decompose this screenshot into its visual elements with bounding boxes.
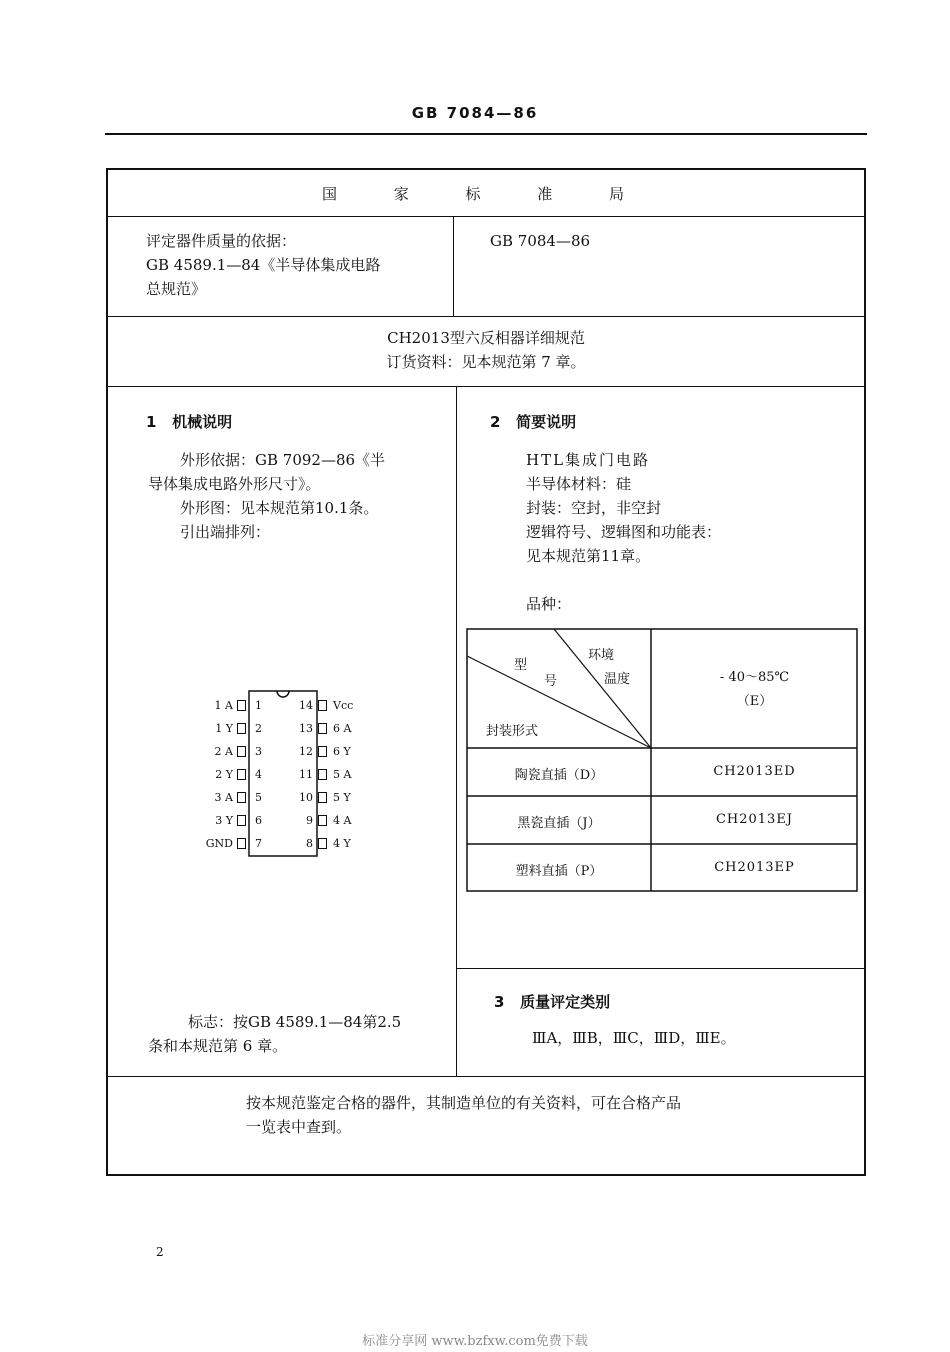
section-1-line: 外形依据：GB 7092—86《半: [180, 451, 386, 469]
footer-note-line: 一览表中查到。: [246, 1118, 352, 1136]
pin-name: 4 A: [333, 814, 352, 827]
section-1-line: 导体集成电路外形尺寸》。: [148, 475, 321, 493]
section-2-line: 半导体材料：硅: [526, 475, 632, 493]
pin: [318, 838, 327, 849]
temp-range: - 40～85℃: [719, 670, 790, 685]
pin-name: 6 Y: [333, 745, 351, 758]
section-2-line: 封装：空封，非空封: [526, 499, 662, 517]
header-rule: [105, 133, 867, 135]
divider: [106, 216, 866, 217]
pin: [318, 815, 327, 826]
pin: [237, 723, 246, 734]
diag-label-type: 型: [514, 658, 528, 673]
divider: [106, 1076, 866, 1077]
diag-label-temp: 温度: [604, 672, 631, 687]
marking-text: [148, 1010, 448, 1058]
pin: [318, 723, 327, 734]
pin: [237, 746, 246, 757]
pin-number: 12: [299, 745, 313, 758]
diag-label-env: 环境: [588, 648, 615, 663]
marking-line: 条和本规范第 6 章。: [148, 1037, 288, 1055]
pin-name: 1 A: [214, 699, 233, 712]
pin-name: 2 Y: [215, 768, 233, 781]
pin-number: 6: [255, 814, 262, 827]
marking-line: 标志：按GB 4589.1—84第2.5: [188, 1013, 402, 1031]
package-cell: 陶瓷直插（D）: [514, 768, 604, 783]
pin: [237, 700, 246, 711]
pin: [318, 746, 327, 757]
footer-note: [246, 1091, 806, 1139]
pin-name: Vcc: [333, 699, 354, 712]
pin-number: 8: [306, 837, 313, 850]
pin-name: 5 Y: [333, 791, 351, 804]
diag-label-type: 号: [544, 674, 558, 689]
section-2-text: [526, 448, 846, 568]
section-1-heading: 1 机械说明: [146, 413, 233, 431]
column-divider: [456, 386, 457, 1076]
divider: [456, 968, 866, 969]
pin-name: GND: [205, 837, 233, 850]
page-number: 2: [156, 1245, 164, 1259]
pin-name: 4 Y: [333, 837, 351, 850]
pin: [237, 838, 246, 849]
pin-number: 14: [299, 699, 313, 712]
pin: [318, 700, 327, 711]
bureau-title: 国 家 标 准 局: [321, 185, 651, 203]
section-2-line: 逻辑符号、逻辑图和功能表：: [526, 523, 722, 541]
section-2-heading: 2 简要说明: [490, 413, 577, 431]
diag-label-package: 封装形式: [486, 724, 539, 739]
pin-name: 5 A: [333, 768, 352, 781]
spec-title: [108, 326, 864, 374]
quality-classes: ⅢA，ⅢB，ⅢC，ⅢD，ⅢE。: [532, 1029, 736, 1047]
basis-code: GB 7084—86: [490, 232, 591, 250]
pin-name: 3 Y: [215, 814, 233, 827]
pinout-diagram: [195, 690, 375, 860]
pin-number: 3: [255, 745, 262, 758]
pin: [318, 769, 327, 780]
pin-number: 13: [299, 722, 313, 735]
model-cell: CH2013ED: [713, 764, 796, 779]
pin-name: 3 A: [214, 791, 233, 804]
standard-code-header: GB 7084—86: [411, 104, 539, 122]
pin-number: 7: [255, 837, 262, 850]
section-1-line: 外形图：见本规范第10.1条。: [180, 499, 379, 517]
divider: [106, 386, 866, 387]
watermark: 标准分享网 www.bzfxw.com免费下载: [362, 1334, 588, 1349]
divider: [453, 216, 454, 316]
pin-number: 10: [299, 791, 313, 804]
pin-number: 2: [255, 722, 262, 735]
section-1-line: 引出端排列：: [180, 523, 271, 541]
footer-note-line: 按本规范鉴定合格的器件，其制造单位的有关资料，可在合格产品: [246, 1094, 682, 1112]
basis-line: 总规范》: [146, 280, 207, 298]
spec-title-line: CH2013型六反相器详细规范: [387, 329, 585, 347]
model-cell: CH2013EJ: [715, 812, 794, 827]
pin-number: 5: [255, 791, 262, 804]
section-1-text: [148, 448, 448, 544]
pin-number: 11: [299, 768, 313, 781]
pin-name: 2 A: [214, 745, 233, 758]
pin: [237, 792, 246, 803]
basis-line: GB 4589.1—84《半导体集成电路: [146, 256, 381, 274]
basis-text: [146, 229, 446, 301]
ordering-info: 订货资料：见本规范第 7 章。: [386, 353, 586, 371]
pin: [237, 815, 246, 826]
pin-name: 1 Y: [215, 722, 233, 735]
variety-table: [466, 628, 858, 892]
basis-line: 评定器件质量的依据：: [146, 232, 297, 250]
divider: [106, 316, 866, 317]
section-3-heading: 3 质量评定类别: [494, 993, 611, 1011]
pin: [318, 792, 327, 803]
pin-number: 9: [306, 814, 313, 827]
variety-label: 品种：: [526, 595, 572, 613]
package-cell: 黑瓷直插（J）: [517, 816, 601, 831]
pin-number: 1: [255, 699, 262, 712]
package-cell: 塑料直插（P）: [515, 864, 603, 879]
pin: [237, 769, 246, 780]
pin-number: 4: [255, 768, 262, 781]
temp-range-code: （E）: [736, 694, 773, 709]
model-cell: CH2013EP: [714, 860, 795, 875]
section-2-line: HTL集成门电路: [526, 451, 651, 469]
pin-name: 6 A: [333, 722, 352, 735]
section-2-line: 见本规范第11章。: [526, 547, 651, 565]
